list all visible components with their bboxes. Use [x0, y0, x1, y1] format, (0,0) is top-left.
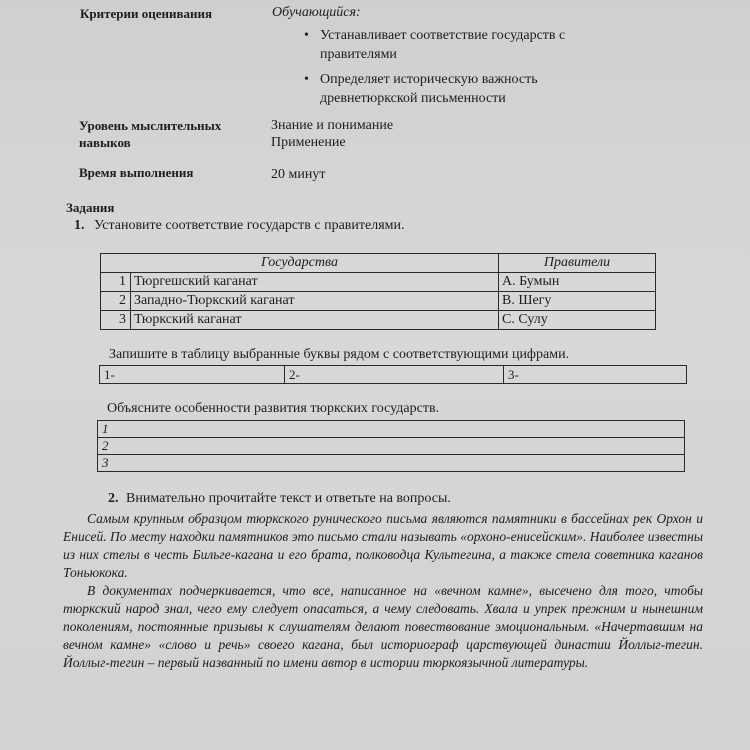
criteria-item: • Устанавливает соответствие государств с правителями	[304, 28, 566, 62]
paragraph-1: Самым крупным образцом тюркского рунического письма являются памятники в бассейнах рек Орхон и Енисей. По месту находки памятников это письмо стали называть «орхоно-енисейским». Наиболее известны из них стелы в честь Бильге-кагана и его брата, полководца Культегина, а также стела советника каганов Тоньюкока.	[63, 511, 703, 580]
table-row	[98, 455, 685, 472]
task2-text: Внимательно прочитайте текст и ответьте на вопросы.	[126, 491, 451, 506]
states-rulers-table	[100, 253, 656, 330]
table-row	[101, 273, 656, 292]
thinking-level-value-1: Знание и понимание	[271, 118, 394, 133]
state-cell: Тюргешский каганат	[131, 273, 499, 292]
table-row	[98, 438, 685, 455]
header-rulers: Правители	[499, 254, 656, 273]
task1-text: Установите соответствие государств с правителями.	[94, 218, 405, 233]
explain-row-3[interactable]: 3	[98, 455, 685, 472]
criteria-list	[306, 26, 636, 108]
criteria-item: • Определяет историческую важность древнетюркской письменности	[304, 72, 538, 106]
row-number: 3	[101, 311, 131, 330]
bullet-icon: •	[304, 28, 309, 43]
time-value: 20 минут	[271, 167, 326, 182]
answer-cell-2[interactable]: 2-	[285, 366, 504, 384]
answer-cell-3[interactable]: 3-	[504, 366, 687, 384]
thinking-level-value-2: Применение	[271, 135, 346, 150]
thinking-level-label: Уровень мыслительных навыков	[79, 118, 222, 150]
tasks-heading: Задания	[66, 200, 115, 215]
ruler-cell: А. Бумын	[499, 273, 656, 292]
answer-table	[99, 365, 687, 384]
table-row	[101, 292, 656, 311]
header-states: Государства	[101, 254, 499, 273]
table-row	[101, 311, 656, 330]
explain-prompt: Объясните особенности развития тюркских государств.	[107, 401, 440, 416]
state-cell: Западно-Тюркский каганат	[131, 292, 499, 311]
row-number: 1	[101, 273, 131, 292]
table-header-row	[101, 254, 656, 273]
ruler-cell: В. Шегу	[499, 292, 656, 311]
paragraph-2: В документах подчеркивается, что все, написанное на «вечном камне», высечено для того, чтобы тюркский народ знал, чего ему следует опасаться, а чему следовать. Хвала и упрек прежним и нынешним поколениям, постоянные призывы к слушателям делают повествование эмоциональным. «Начертавшим на вечном камне» «слово и речь» своего кагана, был историограф царствующей династии Йоллыг-тегин. Йоллыг-тегин – первый названный по имени автор в истории тюркоязычной литературы.	[63, 583, 703, 670]
task2-title	[108, 491, 451, 507]
explain-row-2[interactable]: 2	[98, 438, 685, 455]
ruler-cell: С. Сулу	[499, 311, 656, 330]
task2-text-body	[63, 510, 703, 672]
task2-number: 2.	[108, 491, 119, 506]
table-row	[98, 421, 685, 438]
task1-title	[74, 218, 405, 234]
answer-cell-1[interactable]: 1-	[100, 366, 285, 384]
time-label: Время выполнения	[79, 165, 194, 180]
state-cell: Тюркский каганат	[131, 311, 499, 330]
bullet-icon: •	[304, 72, 309, 87]
answer-prompt: Запишите в таблицу выбранные буквы рядом с соответствующими цифрами.	[109, 347, 570, 362]
explain-table	[97, 420, 685, 472]
task1-number: 1.	[74, 218, 85, 233]
criteria-intro: Обучающийся:	[272, 5, 361, 20]
explain-row-1[interactable]: 1	[98, 421, 685, 438]
row-number: 2	[101, 292, 131, 311]
table-row	[100, 366, 687, 384]
criteria-label: Критерии оценивания	[80, 6, 213, 21]
